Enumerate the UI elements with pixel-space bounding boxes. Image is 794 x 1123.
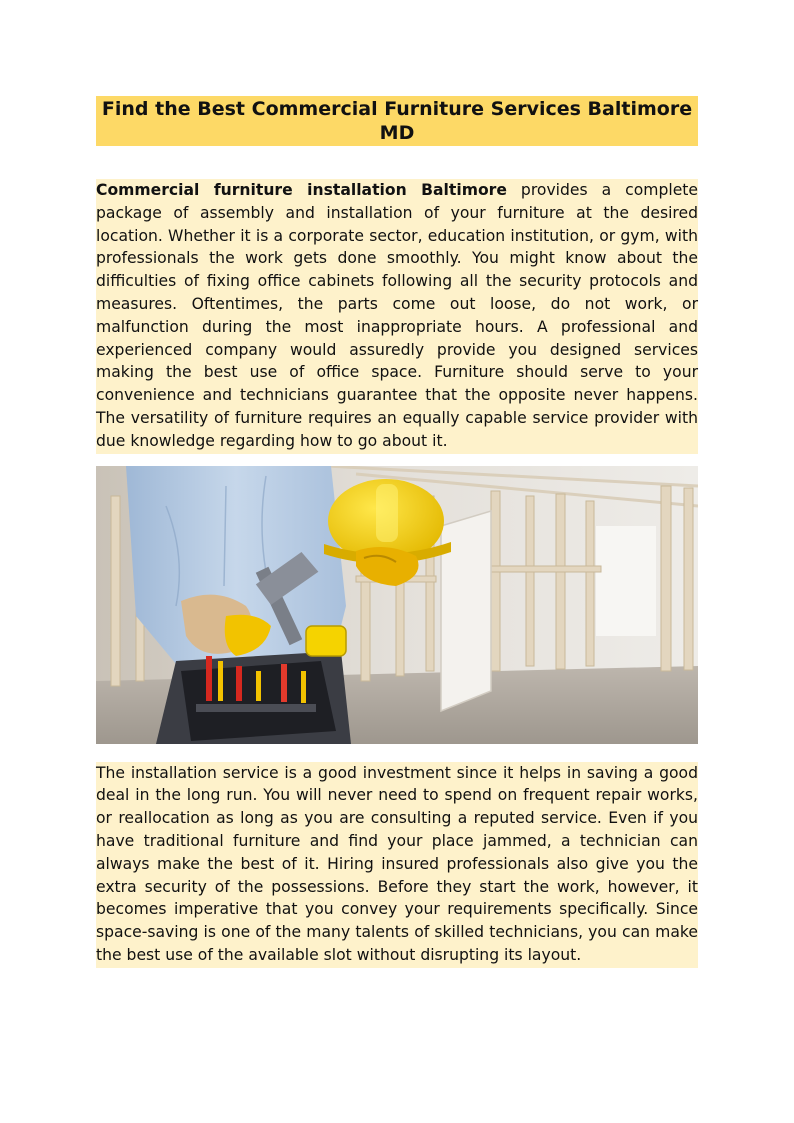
paragraph-investment: The installation service is a good investment since it helps in saving a good deal in the long run. You will never need to spend on frequent repair works, or reallocation as long as you are consulting a reputed service. Even if you have traditional furniture and find your place jammed, a technician can always make the best of it. Hiring insured professionals also give you the extra security of the possessions. Before they start the work, however, it becomes imperative that you convey your requirements specifically. Since space-saving is one of the many talents of skilled technicians, you can make the best use of the available slot without disrupting its layout.	[96, 762, 698, 968]
intro-lead-phrase: Commercial furniture installation Baltimore	[96, 181, 507, 199]
technician-photo	[96, 466, 698, 744]
paragraph-intro	[96, 179, 698, 454]
intro-body-text: provides a complete package of assembly and installation of your furniture at the desired location. Whether it is a corporate sector, education institution, or gym, with professionals the work gets done smoothly. You might know about the difficulties of fixing office cabinets following all the security protocols and measures. Oftentimes, the parts come out loose, do not work, or malfunction during the most inappropriate hours. A professional and experienced company would assuredly provide you designed services making the best use of office space. Furniture should serve to your convenience and technicians guarantee that the opposite never happens. The versatility of furniture requires an equally capable service provider with due knowledge regarding how to go about it.	[96, 181, 698, 450]
title-banner	[96, 96, 698, 146]
page-title: Find the Best Commercial Furniture Services Baltimore MD	[101, 98, 693, 144]
document-body	[96, 96, 698, 968]
